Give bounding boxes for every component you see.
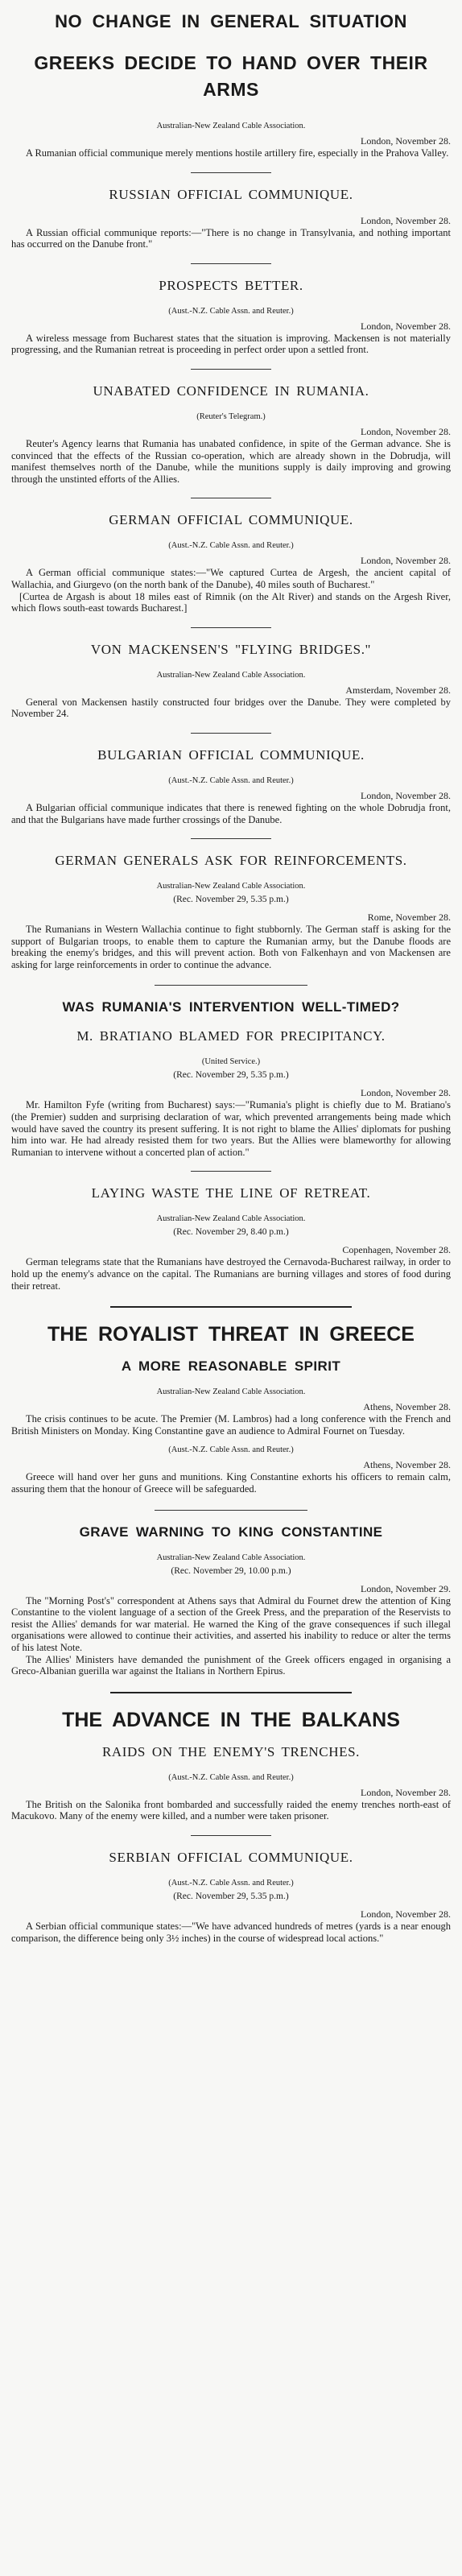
raids-article (11, 1743, 451, 1822)
article-source: Australian-New Zealand Cable Association. (156, 122, 306, 130)
russian-article (11, 186, 451, 250)
article-dateline: London, November 28. (361, 1087, 451, 1099)
article-source: Australian-New Zealand Cable Association. (156, 882, 306, 891)
article-title: PROSPECTS BETTER. (159, 277, 303, 293)
bratiano-article (11, 1028, 451, 1158)
article-title: A MORE REASONABLE SPIRIT (121, 1358, 341, 1375)
divider (110, 1692, 352, 1693)
article-title: RAIDS ON THE ENEMY'S TRENCHES. (101, 1743, 361, 1759)
divider (191, 369, 271, 370)
german-article (11, 511, 451, 614)
article-dateline: Amsterdam, November 28. (345, 684, 451, 696)
article-body: A German official communique states:—"We captured Curtea de Argesh, the ancient capital of Wallachia, and Giurgevo (on the north bank of the Danube), 40 miles south of Bucharest." (11, 567, 451, 590)
article-body: Greece will hand over her guns and munitions. King Constantine exhorts his officers to remain calm, assuring them that the honour of Greece will be safeguarded. (11, 1471, 451, 1495)
article-body: The British on the Salonika front bombarded and successfully raided the enemy trenches north-east of Macukovo. Many of the enemy were killed, and a number were taken prisoner. (11, 1798, 451, 1822)
article-title: BULGARIAN OFFICIAL COMMUNIQUE. (97, 746, 365, 763)
article-dateline: London, November 28. (361, 1786, 451, 1798)
divider (191, 733, 271, 734)
article-dateline: London, November 28. (361, 1908, 451, 1920)
article-body: A Russian official communique reports:—"There is no change in Transylvania, and nothing important has occurred on the Danube front." (11, 226, 451, 250)
page-headline: NO CHANGE IN GENERAL SITUATION (55, 11, 407, 31)
article-title: GERMAN GENERALS ASK FOR REINFORCEMENTS. (55, 853, 407, 869)
article-source: Australian-New Zealand Cable Association. (156, 1214, 306, 1224)
article-body: A Serbian official communique states:—"We have advanced hundreds of metres (yards is a near enough comparison, the difference being only 3½ inches) in the course of widespread local actions." (11, 1920, 451, 1944)
warning-article (11, 1524, 451, 1677)
divider (191, 838, 271, 839)
article-source: (United Service.) (201, 1057, 261, 1067)
divider (110, 1306, 352, 1308)
article-body: The Allies' Ministers have demanded the punishment of the Greek officers engaged in organising a Greco-Albanian guerilla war against the Italians in Northern Epirus. (11, 1653, 451, 1677)
article-received: (Rec. November 29, 8.40 p.m.) (173, 1227, 289, 1238)
article-dateline: London, November 28. (361, 214, 451, 226)
article-body: German telegrams state that the Rumanians have destroyed the Cernavoda-Bucharest railway, in order to hold up the enemy's advance on the capital. The Rumanians are burning villages and stores of food during their retreat. (11, 1256, 451, 1292)
article-dateline: Athens, November 28. (363, 1459, 451, 1471)
article-title: SERBIAN OFFICIAL COMMUNIQUE. (109, 1849, 353, 1865)
article-dateline: London, November 29. (361, 1582, 451, 1594)
article-dateline: London, November 28. (361, 425, 451, 437)
intro-article (11, 121, 451, 159)
section-title: WAS RUMANIA'S INTERVENTION WELL-TIMED? (62, 999, 400, 1015)
article-title: VON MACKENSEN'S "FLYING BRIDGES." (90, 641, 372, 657)
article-source: (Aust.-N.Z. Cable Assn. and Reuter.) (168, 1772, 294, 1782)
article-source: Australian-New Zealand Cable Association. (156, 670, 306, 680)
article-source: (Aust.-N.Z. Cable Assn. and Reuter.) (168, 775, 294, 785)
divider (155, 985, 307, 986)
article-body: A wireless message from Bucharest states that the situation is improving. Mackensen is not materially progressing, and the Rumanian retreat is proceeding in perfect order upon a settled front. (11, 332, 451, 356)
serbian-article (11, 1849, 451, 1944)
article-dateline: London, November 28. (361, 555, 451, 567)
article-title: GERMAN OFFICIAL COMMUNIQUE. (109, 512, 353, 528)
divider (191, 1171, 271, 1172)
article-source: Australian-New Zealand Cable Association. (156, 1387, 306, 1397)
article-body: The crisis continues to be acute. The Premier (M. Lambros) had a long conference with the French and British Ministers on Monday. King Constantine gave an audience to Admiral Fournet on Tuesday. (11, 1413, 451, 1437)
article-body: A Bulgarian official communique indicates that there is renewed fighting on the whole Dobrudja front, and that the Bulgarians have made further crossings of the Danube. (11, 801, 451, 825)
article-body: General von Mackensen hastily constructed four bridges over the Danube. They were completed by November 24. (11, 696, 451, 720)
article-title: UNABATED CONFIDENCE IN RUMANIA. (93, 382, 369, 399)
article-source: (Aust.-N.Z. Cable Assn. and Reuter.) (168, 541, 294, 551)
article-body: The "Morning Post's" correspondent at Athens says that Admiral du Fournet drew the attention of King Constantine to the violent language of a section of the Greek Press, and the preparation of the Reservists to resist the Allies' demands for war material. He warned the King of the grave consequences if such illegal organisations were allowed to continue their activities, and asserted his inability to reduce or alter the terms of his latest Note. (11, 1594, 451, 1653)
article-title: RUSSIAN OFFICIAL COMMUNIQUE. (109, 186, 353, 202)
article-source: (Reuter's Telegram.) (196, 411, 266, 421)
article-body: The Rumanians in Western Wallachia continue to fight stubbornly. The German staff is asking for the support of Bulgarian troops, to enable them to capture the Rumanian army, but the Danube floods are breaking the enemy's bridges, and this will prevent action. Both von Falkenhayn and von Mackensen are asking for large reinforcements in order to continue the advance. (11, 924, 451, 970)
article-dateline: London, November 28. (361, 320, 451, 332)
article-dateline: London, November 28. (361, 135, 451, 147)
retreat-article (11, 1185, 451, 1292)
article-note: [Curtea de Argash is about 18 miles east of Rimnik (on the Alt River) and stands on the Argesh River, which flows south-east towards Bucharest.] (11, 590, 451, 614)
section-title: THE ADVANCE IN THE BALKANS (62, 1708, 400, 1731)
divider (191, 172, 271, 173)
unabated-article (11, 382, 451, 485)
generals-article (11, 852, 451, 970)
divider (191, 263, 271, 264)
article-dateline: Copenhagen, November 28. (342, 1244, 451, 1256)
divider (191, 627, 271, 628)
page-subheadline: GREEKS DECIDE TO HAND OVER THEIR ARMS (34, 52, 428, 100)
prospects-article (11, 277, 451, 356)
article-dateline: Athens, November 28. (363, 1401, 451, 1413)
article-body: A Rumanian official communique merely mentions hostile artillery fire, especially in the Prahova Valley. (26, 147, 449, 159)
mackensen-article (11, 641, 451, 720)
article-received: (Rec. November 29, 5.35 p.m.) (173, 895, 289, 905)
article-source: Australian-New Zealand Cable Association. (156, 1553, 306, 1562)
section-title: THE ROYALIST THREAT IN GREECE (47, 1323, 415, 1346)
article-dateline: London, November 28. (361, 789, 451, 801)
article-source: (Aust.-N.Z. Cable Assn. and Reuter.) (168, 306, 294, 316)
bulgarian-article (11, 746, 451, 825)
article-source: (Aust.-N.Z. Cable Assn. and Reuter.) (168, 1445, 294, 1455)
article-body: Mr. Hamilton Fyfe (writing from Bucharest) says:—"Rumania's plight is chiefly due to M. Bratiano's (the Premier) sudden and surprising declaration of war, which prevented arrangements being made which would have saved the country its present suffering. It is not right to blame the Allies' diplomats for pushing him into war. He had already resisted them for two years. But the Allies were blameworthy for allowing Rumanian to intervene without a concerted plan of action." (11, 1099, 451, 1158)
divider (155, 1510, 307, 1511)
article-body: Reuter's Agency learns that Rumania has unabated confidence, in spite of the German advance. She is convinced that the effects of the Russian co-operation, which are already shown in the Dobrudja, will manifest themselves north of the Danube, while the munitions supply is daily improving and growing through the unstinted efforts of the Allies. (11, 437, 451, 485)
divider (191, 1835, 271, 1836)
article-received: (Rec. November 29, 5.35 p.m.) (173, 1891, 289, 1901)
article-source: (Aust.-N.Z. Cable Assn. and Reuter.) (168, 1878, 294, 1888)
article-title: GRAVE WARNING TO KING CONSTANTINE (79, 1524, 383, 1540)
article-received: (Rec. November 29, 5.35 p.m.) (173, 1070, 289, 1081)
article-title: M. BRATIANO BLAMED FOR PRECIPITANCY. (76, 1028, 386, 1044)
reasonable-article (11, 1358, 451, 1495)
article-title: LAYING WASTE THE LINE OF RETREAT. (91, 1185, 371, 1201)
article-received: (Rec. November 29, 10.00 p.m.) (171, 1565, 291, 1576)
article-dateline: Rome, November 28. (367, 912, 451, 924)
